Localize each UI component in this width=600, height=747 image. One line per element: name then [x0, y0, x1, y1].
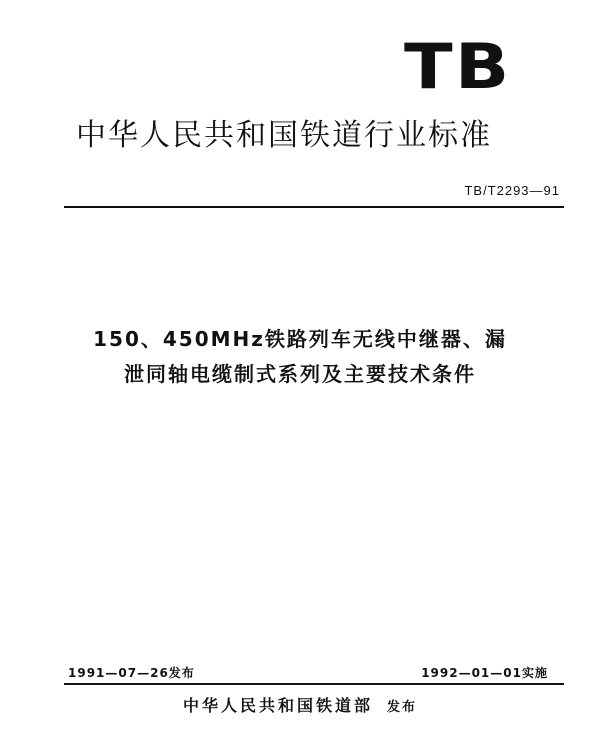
- title-line-2: 泄同轴电缆制式系列及主要技术条件: [124, 362, 476, 386]
- publisher-name: 中华人民共和国铁道部: [182, 696, 373, 715]
- title-line-1: 150、450MHz铁路列车无线中继器、漏: [93, 327, 507, 351]
- publisher-line: [0, 693, 600, 716]
- implementation-date: 1992—01—01实施: [421, 666, 548, 680]
- document-title: [0, 322, 600, 392]
- standard-number: TB/T2293—91: [464, 183, 560, 198]
- top-divider: [64, 206, 564, 208]
- publisher-verb: 发布: [387, 700, 418, 715]
- tb-logo: TB: [404, 30, 512, 103]
- issue-date: 1991—07—26发布: [68, 666, 195, 680]
- bottom-divider: [64, 683, 564, 685]
- org-title: 中华人民共和国铁道行业标准: [76, 118, 492, 153]
